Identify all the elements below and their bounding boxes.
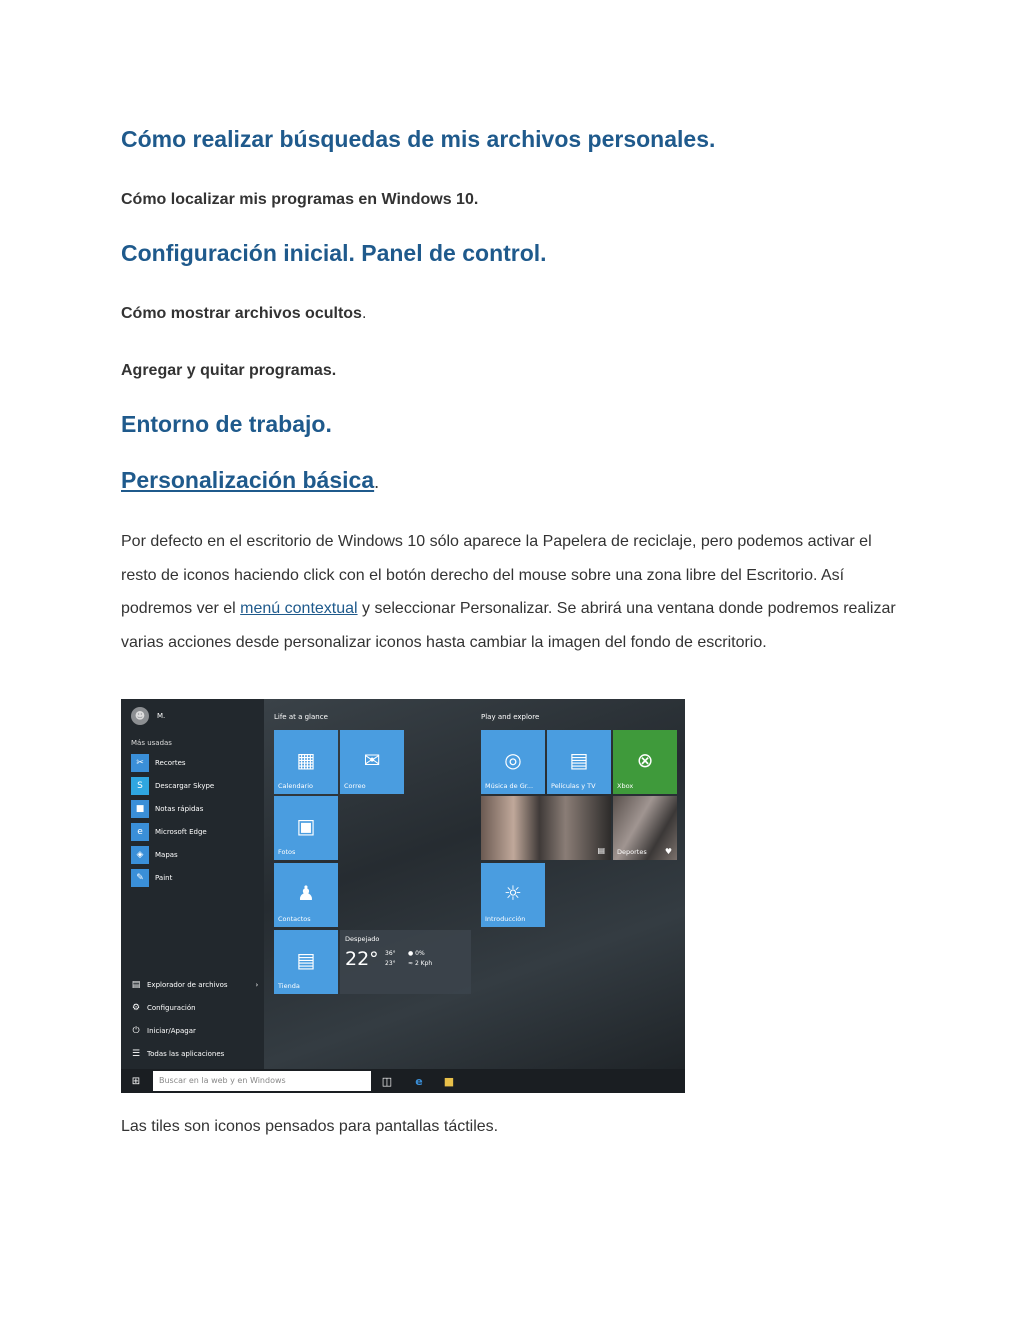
image-caption: Las tiles son iconos pensados para pantallas táctiles. bbox=[121, 1118, 499, 1135]
subheading-localizar-programas: Cómo localizar mis programas en Windows 10. bbox=[121, 191, 479, 208]
item-label: Todas las aplicaciones bbox=[147, 1050, 225, 1058]
weather-low: 23° bbox=[385, 960, 396, 967]
tile-label: Introducción bbox=[485, 915, 526, 923]
app-mapas bbox=[131, 846, 178, 864]
edge-icon: e bbox=[415, 1074, 423, 1088]
heading-configuracion: Configuración inicial. Panel de control. bbox=[121, 240, 547, 266]
skype-icon: S bbox=[131, 777, 149, 795]
weather-rain bbox=[408, 950, 425, 957]
tile-news-photo bbox=[481, 796, 611, 860]
period: . bbox=[361, 305, 367, 322]
calendar-icon: ▦ bbox=[296, 748, 316, 772]
paragraph-text-2: y seleccionar Personalizar. Se abrirá una ventana donde podremos realizar varias acciones desde personalizar iconos hasta cambiar la imagen del fondo de escritorio. bbox=[121, 600, 896, 651]
settings-item bbox=[131, 1003, 196, 1013]
subheading-agregar-quitar: Agregar y quitar programas. bbox=[121, 362, 337, 379]
paragraph-text-1: Por defecto en el escritorio de Windows 10 sólo aparece la Papelera de reciclaje, pero podemos activar el resto de iconos haciendo click con el botón derecho del mouse sobre una zona libre del Escritorio. Así podremos ver el bbox=[121, 533, 872, 617]
app-label: Notas rápidas bbox=[155, 805, 204, 813]
app-label: Paint bbox=[155, 874, 173, 882]
power-icon: ⏻ bbox=[132, 1026, 140, 1036]
weather-temp: 22° bbox=[345, 948, 379, 970]
start-left-pane bbox=[121, 699, 264, 1069]
music-disc-icon: ◎ bbox=[504, 748, 522, 772]
tile-label: Deportes bbox=[617, 848, 647, 856]
start-menu-screenshot bbox=[121, 699, 685, 1093]
tile-label: Música de Gr... bbox=[485, 782, 534, 790]
raindrop-icon: ● bbox=[408, 950, 416, 957]
group-life-at-a-glance: Life at a glance bbox=[274, 713, 328, 721]
tile-deportes bbox=[613, 796, 677, 860]
heading-entorno: Entorno de trabajo. bbox=[121, 411, 332, 437]
power-item bbox=[131, 1026, 196, 1036]
scissors-icon: ✂ bbox=[131, 754, 149, 772]
tile-label: Xbox bbox=[617, 782, 634, 790]
weather-wind bbox=[408, 960, 432, 967]
heading-personalizacion bbox=[121, 467, 379, 494]
trophy-icon: ♥ bbox=[664, 847, 672, 856]
paint-icon: ✎ bbox=[131, 869, 149, 887]
tile-tienda bbox=[274, 930, 338, 994]
edge-icon: e bbox=[131, 823, 149, 841]
windows-start-icon: ⊞ bbox=[131, 1075, 141, 1087]
weather-condition: Despejado bbox=[345, 935, 380, 943]
list-icon: ☰ bbox=[131, 1049, 141, 1059]
lightbulb-icon: ☼ bbox=[504, 881, 522, 905]
item-label: Iniciar/Apagar bbox=[147, 1027, 196, 1035]
app-label: Recortes bbox=[155, 759, 186, 767]
tile-peliculas bbox=[547, 730, 611, 794]
people-icon: ♟ bbox=[297, 881, 315, 905]
photo-icon: ▣ bbox=[296, 814, 316, 838]
chevron-right-icon: › bbox=[255, 981, 259, 989]
all-apps-item bbox=[131, 1049, 224, 1059]
heading-busquedas: Cómo realizar búsquedas de mis archivos personales. bbox=[121, 126, 716, 152]
tile-label: Calendario bbox=[278, 782, 314, 790]
tile-calendario bbox=[274, 730, 338, 794]
tile-label: Correo bbox=[344, 782, 366, 790]
item-label: Explorador de archivos bbox=[147, 981, 228, 989]
taskbar-search-input: Buscar en la web y en Windows bbox=[153, 1071, 371, 1091]
folder-icon: ▤ bbox=[131, 980, 141, 990]
store-bag-icon: ▤ bbox=[296, 948, 316, 972]
weather-rain-value: 0% bbox=[415, 950, 425, 957]
app-paint bbox=[131, 869, 172, 887]
tile-musica bbox=[481, 730, 545, 794]
wind-icon: ≈ bbox=[408, 960, 415, 967]
app-label: Descargar Skype bbox=[155, 782, 215, 790]
task-view-icon: ◫ bbox=[381, 1074, 393, 1088]
app-label: Mapas bbox=[155, 851, 178, 859]
app-recortes bbox=[131, 754, 186, 772]
subheading-archivos-ocultos-text: Cómo mostrar archivos ocultos bbox=[121, 305, 362, 322]
most-used-label: Más usadas bbox=[131, 739, 172, 747]
tile-xbox bbox=[613, 730, 677, 794]
app-notas bbox=[131, 800, 203, 818]
tile-label: Fotos bbox=[278, 848, 296, 856]
group-play-and-explore: Play and explore bbox=[481, 713, 540, 721]
folder-icon: ■ bbox=[443, 1074, 455, 1088]
menu-contextual-link[interactable]: menú contextual bbox=[240, 600, 358, 617]
subheading-archivos-ocultos bbox=[121, 305, 366, 323]
user-avatar-icon: ☻ bbox=[131, 707, 149, 725]
period: . bbox=[374, 472, 380, 492]
tile-label: Películas y TV bbox=[551, 782, 596, 790]
body-paragraph bbox=[121, 525, 911, 659]
tile-contactos bbox=[274, 863, 338, 927]
tile-correo bbox=[340, 730, 404, 794]
sticky-note-icon: ■ bbox=[131, 800, 149, 818]
user-name: M. bbox=[157, 712, 166, 720]
weather-wind-value: 2 Kph bbox=[414, 960, 433, 967]
personalizacion-link[interactable]: Personalización básica bbox=[121, 467, 375, 493]
app-skype bbox=[131, 777, 214, 795]
user-account bbox=[131, 707, 165, 725]
map-icon: ◈ bbox=[131, 846, 149, 864]
gear-icon: ⚙ bbox=[131, 1003, 141, 1013]
tile-introduccion bbox=[481, 863, 545, 927]
mail-icon: ✉ bbox=[363, 748, 381, 772]
item-label: Configuración bbox=[147, 1004, 196, 1012]
file-explorer-item bbox=[131, 980, 258, 990]
tile-fotos bbox=[274, 796, 338, 860]
xbox-icon: ⊗ bbox=[636, 748, 654, 772]
film-icon: ▤ bbox=[569, 748, 589, 772]
tile-weather bbox=[340, 930, 471, 994]
news-icon: ▤ bbox=[597, 846, 605, 855]
app-edge bbox=[131, 823, 207, 841]
app-label: Microsoft Edge bbox=[155, 828, 207, 836]
tile-label: Tienda bbox=[278, 982, 300, 990]
taskbar bbox=[121, 1069, 685, 1093]
tile-label: Contactos bbox=[278, 915, 311, 923]
weather-high: 36° bbox=[385, 950, 396, 957]
